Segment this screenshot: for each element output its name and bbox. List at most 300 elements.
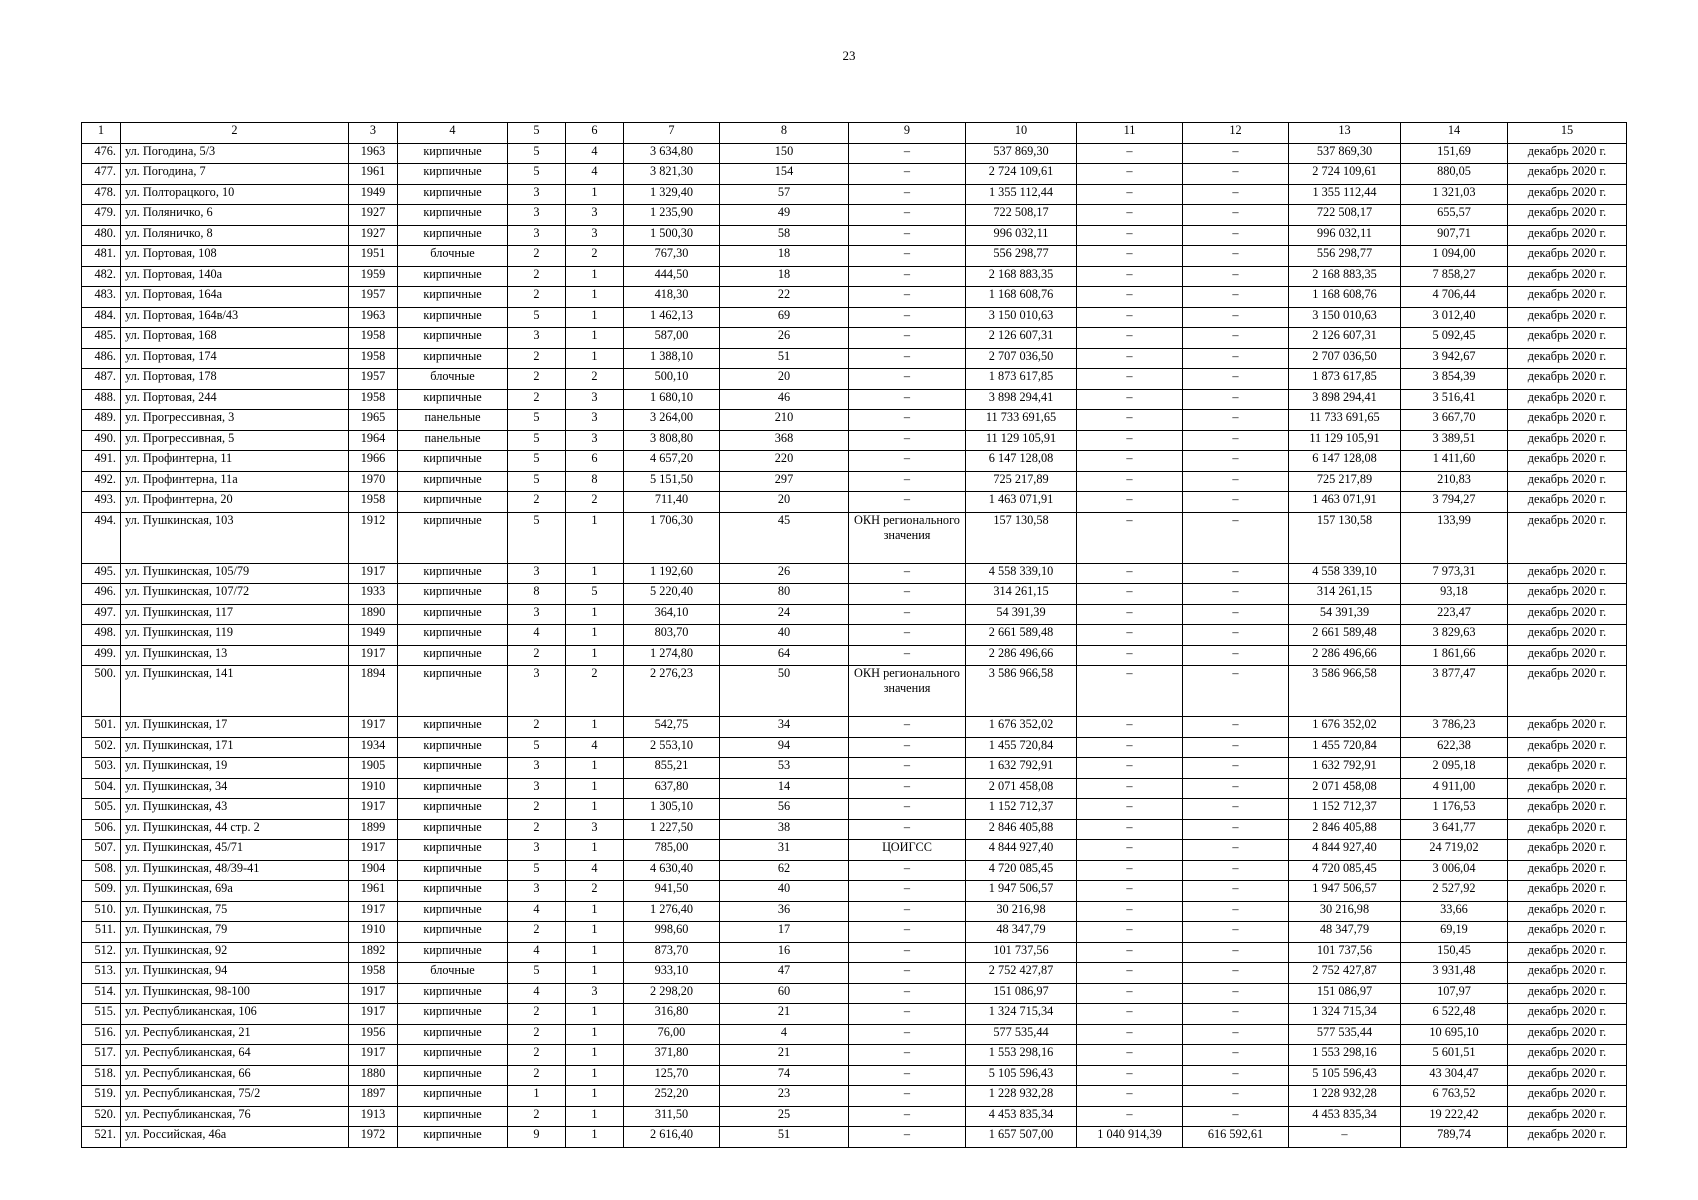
cell-total-area: 767,30 [624,246,720,267]
cell-cost-per-sqm: 655,57 [1401,205,1508,226]
cell-cost-fund: – [1077,143,1183,164]
cell-year-built: 1917 [349,1045,398,1066]
cell-cost-per-sqm: 789,74 [1401,1127,1508,1148]
cell-entrances: 6 [566,451,624,472]
cell-year-built: 1964 [349,430,398,451]
cell-total-area: 1 706,30 [624,512,720,563]
cell-cost-fund: – [1077,389,1183,410]
cell-total-cost: 6 147 128,08 [966,451,1077,472]
cell-cost-owners: 725 217,89 [1289,471,1401,492]
cell-entrances: 1 [566,512,624,563]
cell-address: ул. Портовая, 164а [121,287,349,308]
cell-wall-material: кирпичные [398,328,508,349]
cell-wall-material: кирпичные [398,492,508,513]
cell-cost-per-sqm: 6 763,52 [1401,1086,1508,1107]
cell-row-number: 477. [82,164,121,185]
cell-wall-material: кирпичные [398,471,508,492]
cell-address: ул. Пушкинская, 19 [121,758,349,779]
cell-heritage-status: – [849,819,966,840]
cell-floors: 5 [508,471,566,492]
cell-entrances: 1 [566,717,624,738]
table-row [82,666,1627,717]
cell-planned-date: декабрь 2020 г. [1508,1106,1627,1127]
cell-planned-date: декабрь 2020 г. [1508,246,1627,267]
cell-heritage-status: – [849,348,966,369]
column-header-14: 14 [1401,123,1508,144]
cell-floors: 2 [508,1106,566,1127]
cell-year-built: 1959 [349,266,398,287]
cell-planned-date: декабрь 2020 г. [1508,369,1627,390]
cell-entrances: 1 [566,645,624,666]
cell-cost-region: – [1183,1045,1289,1066]
cell-cost-region: – [1183,645,1289,666]
table-body [82,143,1627,1147]
cell-heritage-status: – [849,1065,966,1086]
cell-address: ул. Пушкинская, 92 [121,942,349,963]
cell-entrances: 1 [566,1004,624,1025]
cell-address: ул. Пушкинская, 171 [121,737,349,758]
cell-cost-per-sqm: 6 522,48 [1401,1004,1508,1025]
cell-row-number: 505. [82,799,121,820]
cell-year-built: 1917 [349,799,398,820]
cell-planned-date: декабрь 2020 г. [1508,512,1627,563]
cell-total-area: 418,30 [624,287,720,308]
cell-year-built: 1958 [349,492,398,513]
cell-residents: 24 [720,604,849,625]
cell-cost-per-sqm: 880,05 [1401,164,1508,185]
cell-cost-region: – [1183,348,1289,369]
cell-year-built: 1910 [349,922,398,943]
cell-cost-fund: – [1077,881,1183,902]
cell-heritage-status: – [849,563,966,584]
cell-cost-per-sqm: 3 854,39 [1401,369,1508,390]
cell-residents: 210 [720,410,849,431]
housing-register-table [81,122,1627,1148]
cell-cost-owners: 4 558 339,10 [1289,563,1401,584]
cell-address: ул. Пушкинская, 45/71 [121,840,349,861]
cell-cost-owners: 30 216,98 [1289,901,1401,922]
cell-cost-owners: 4 453 835,34 [1289,1106,1401,1127]
table-row [82,840,1627,861]
cell-row-number: 499. [82,645,121,666]
cell-total-area: 4 657,20 [624,451,720,472]
cell-entrances: 5 [566,584,624,605]
cell-floors: 5 [508,860,566,881]
cell-cost-owners: 1 947 506,57 [1289,881,1401,902]
cell-wall-material: кирпичные [398,1127,508,1148]
cell-total-area: 998,60 [624,922,720,943]
cell-row-number: 478. [82,184,121,205]
cell-residents: 220 [720,451,849,472]
column-header-1: 1 [82,123,121,144]
cell-floors: 2 [508,246,566,267]
cell-planned-date: декабрь 2020 г. [1508,389,1627,410]
cell-total-area: 873,70 [624,942,720,963]
cell-heritage-status: – [849,246,966,267]
cell-cost-fund: – [1077,901,1183,922]
cell-cost-per-sqm: 3 641,77 [1401,819,1508,840]
cell-planned-date: декабрь 2020 г. [1508,410,1627,431]
cell-year-built: 1927 [349,205,398,226]
cell-residents: 74 [720,1065,849,1086]
cell-cost-per-sqm: 107,97 [1401,983,1508,1004]
cell-residents: 94 [720,737,849,758]
cell-planned-date: декабрь 2020 г. [1508,328,1627,349]
cell-wall-material: кирпичные [398,860,508,881]
cell-heritage-status: – [849,604,966,625]
cell-floors: 2 [508,922,566,943]
cell-total-cost: 1 873 617,85 [966,369,1077,390]
cell-floors: 3 [508,328,566,349]
cell-address: ул. Прогрессивная, 3 [121,410,349,431]
cell-address: ул. Портовая, 244 [121,389,349,410]
cell-planned-date: декабрь 2020 г. [1508,758,1627,779]
cell-floors: 4 [508,942,566,963]
cell-cost-fund: – [1077,666,1183,717]
cell-planned-date: декабрь 2020 г. [1508,563,1627,584]
cell-entrances: 4 [566,737,624,758]
cell-cost-owners: 11 129 105,91 [1289,430,1401,451]
cell-total-area: 5 220,40 [624,584,720,605]
cell-total-cost: 11 129 105,91 [966,430,1077,451]
column-header-12: 12 [1183,123,1289,144]
cell-total-area: 587,00 [624,328,720,349]
cell-residents: 57 [720,184,849,205]
cell-cost-per-sqm: 19 222,42 [1401,1106,1508,1127]
cell-residents: 47 [720,963,849,984]
cell-cost-region: – [1183,717,1289,738]
cell-heritage-status: ОКН регионального значения [849,666,966,717]
cell-total-area: 76,00 [624,1024,720,1045]
cell-total-area: 3 264,00 [624,410,720,431]
cell-row-number: 487. [82,369,121,390]
cell-heritage-status: – [849,881,966,902]
table-row [82,512,1627,563]
cell-year-built: 1958 [349,328,398,349]
cell-cost-owners: 1 324 715,34 [1289,1004,1401,1025]
cell-row-number: 497. [82,604,121,625]
column-header-2: 2 [121,123,349,144]
cell-address: ул. Профинтерна, 20 [121,492,349,513]
cell-floors: 9 [508,1127,566,1148]
table-row [82,143,1627,164]
cell-heritage-status: – [849,451,966,472]
cell-residents: 38 [720,819,849,840]
cell-wall-material: кирпичные [398,778,508,799]
cell-total-cost: 996 032,11 [966,225,1077,246]
cell-cost-per-sqm: 1 411,60 [1401,451,1508,472]
cell-heritage-status: – [849,205,966,226]
cell-floors: 5 [508,164,566,185]
cell-total-cost: 2 707 036,50 [966,348,1077,369]
cell-cost-region: – [1183,1065,1289,1086]
cell-total-area: 3 821,30 [624,164,720,185]
cell-residents: 46 [720,389,849,410]
column-header-13: 13 [1289,123,1401,144]
cell-residents: 297 [720,471,849,492]
cell-cost-per-sqm: 3 012,40 [1401,307,1508,328]
cell-cost-per-sqm: 69,19 [1401,922,1508,943]
cell-total-cost: 4 453 835,34 [966,1106,1077,1127]
cell-floors: 5 [508,451,566,472]
cell-total-cost: 1 657 507,00 [966,1127,1077,1148]
cell-cost-region: – [1183,604,1289,625]
cell-planned-date: декабрь 2020 г. [1508,225,1627,246]
cell-residents: 45 [720,512,849,563]
cell-total-cost: 1 152 712,37 [966,799,1077,820]
cell-cost-fund: – [1077,983,1183,1004]
cell-year-built: 1958 [349,389,398,410]
cell-entrances: 1 [566,266,624,287]
cell-residents: 69 [720,307,849,328]
cell-cost-region: – [1183,1106,1289,1127]
cell-total-cost: 4 844 927,40 [966,840,1077,861]
cell-total-area: 1 462,13 [624,307,720,328]
cell-cost-region: – [1183,584,1289,605]
cell-cost-region: – [1183,164,1289,185]
cell-year-built: 1890 [349,604,398,625]
table-row [82,225,1627,246]
cell-cost-fund: – [1077,1045,1183,1066]
cell-cost-owners: – [1289,1127,1401,1148]
cell-cost-owners: 1 632 792,91 [1289,758,1401,779]
cell-total-cost: 1 947 506,57 [966,881,1077,902]
cell-residents: 4 [720,1024,849,1045]
cell-planned-date: декабрь 2020 г. [1508,1045,1627,1066]
cell-wall-material: кирпичные [398,922,508,943]
cell-total-area: 711,40 [624,492,720,513]
cell-entrances: 1 [566,1045,624,1066]
cell-floors: 3 [508,778,566,799]
cell-cost-region: – [1183,922,1289,943]
cell-cost-owners: 1 676 352,02 [1289,717,1401,738]
column-header-15: 15 [1508,123,1627,144]
cell-residents: 16 [720,942,849,963]
cell-cost-region: – [1183,246,1289,267]
cell-heritage-status: – [849,164,966,185]
cell-address: ул. Прогрессивная, 5 [121,430,349,451]
cell-cost-fund: – [1077,287,1183,308]
cell-row-number: 481. [82,246,121,267]
cell-wall-material: кирпичные [398,164,508,185]
cell-wall-material: панельные [398,410,508,431]
cell-address: ул. Пушкинская, 105/79 [121,563,349,584]
cell-entrances: 1 [566,963,624,984]
cell-planned-date: декабрь 2020 г. [1508,922,1627,943]
cell-address: ул. Полторацкого, 10 [121,184,349,205]
cell-floors: 2 [508,369,566,390]
cell-total-area: 637,80 [624,778,720,799]
cell-year-built: 1958 [349,348,398,369]
cell-year-built: 1917 [349,901,398,922]
table-row [82,430,1627,451]
table-row [82,983,1627,1004]
table-row [82,717,1627,738]
cell-heritage-status: ЦОИГСС [849,840,966,861]
cell-cost-owners: 5 105 596,43 [1289,1065,1401,1086]
cell-total-area: 125,70 [624,1065,720,1086]
cell-cost-owners: 577 535,44 [1289,1024,1401,1045]
cell-planned-date: декабрь 2020 г. [1508,963,1627,984]
cell-floors: 2 [508,717,566,738]
cell-row-number: 503. [82,758,121,779]
cell-cost-fund: – [1077,1024,1183,1045]
cell-floors: 3 [508,205,566,226]
cell-wall-material: кирпичные [398,799,508,820]
cell-floors: 3 [508,225,566,246]
cell-planned-date: декабрь 2020 г. [1508,799,1627,820]
cell-total-cost: 4 720 085,45 [966,860,1077,881]
cell-cost-fund: – [1077,512,1183,563]
cell-floors: 3 [508,604,566,625]
cell-cost-fund: – [1077,225,1183,246]
cell-residents: 51 [720,1127,849,1148]
cell-total-area: 316,80 [624,1004,720,1025]
cell-cost-owners: 722 508,17 [1289,205,1401,226]
cell-total-area: 1 192,60 [624,563,720,584]
cell-wall-material: кирпичные [398,1065,508,1086]
column-header-9: 9 [849,123,966,144]
cell-planned-date: декабрь 2020 г. [1508,1024,1627,1045]
cell-floors: 5 [508,410,566,431]
cell-cost-region: – [1183,512,1289,563]
cell-floors: 4 [508,625,566,646]
cell-total-area: 1 388,10 [624,348,720,369]
cell-row-number: 518. [82,1065,121,1086]
cell-row-number: 488. [82,389,121,410]
cell-row-number: 496. [82,584,121,605]
cell-heritage-status: – [849,389,966,410]
cell-total-area: 1 305,10 [624,799,720,820]
cell-total-area: 941,50 [624,881,720,902]
cell-residents: 368 [720,430,849,451]
cell-planned-date: декабрь 2020 г. [1508,307,1627,328]
cell-wall-material: кирпичные [398,1086,508,1107]
cell-planned-date: декабрь 2020 г. [1508,881,1627,902]
cell-heritage-status: – [849,584,966,605]
cell-total-cost: 2 724 109,61 [966,164,1077,185]
cell-cost-per-sqm: 43 304,47 [1401,1065,1508,1086]
cell-address: ул. Пушкинская, 103 [121,512,349,563]
cell-cost-fund: – [1077,451,1183,472]
cell-wall-material: кирпичные [398,881,508,902]
cell-total-cost: 54 391,39 [966,604,1077,625]
cell-total-area: 444,50 [624,266,720,287]
cell-cost-fund: – [1077,717,1183,738]
cell-total-area: 2 298,20 [624,983,720,1004]
cell-entrances: 1 [566,922,624,943]
cell-residents: 53 [720,758,849,779]
cell-entrances: 2 [566,369,624,390]
table-row [82,307,1627,328]
cell-total-cost: 577 535,44 [966,1024,1077,1045]
cell-floors: 5 [508,143,566,164]
cell-planned-date: декабрь 2020 г. [1508,717,1627,738]
cell-row-number: 516. [82,1024,121,1045]
table-row [82,1086,1627,1107]
cell-heritage-status: – [849,983,966,1004]
cell-cost-fund: – [1077,625,1183,646]
cell-floors: 4 [508,901,566,922]
cell-cost-fund: – [1077,430,1183,451]
cell-row-number: 484. [82,307,121,328]
cell-heritage-status: – [849,1004,966,1025]
cell-total-area: 785,00 [624,840,720,861]
cell-total-cost: 1 553 298,16 [966,1045,1077,1066]
cell-year-built: 1917 [349,840,398,861]
cell-cost-owners: 2 661 589,48 [1289,625,1401,646]
cell-entrances: 1 [566,1127,624,1148]
cell-total-cost: 2 286 496,66 [966,645,1077,666]
cell-cost-per-sqm: 622,38 [1401,737,1508,758]
column-header-6: 6 [566,123,624,144]
cell-row-number: 483. [82,287,121,308]
cell-row-number: 485. [82,328,121,349]
table-row [82,1106,1627,1127]
cell-heritage-status: – [849,778,966,799]
cell-cost-region: – [1183,860,1289,881]
cell-total-cost: 1 228 932,28 [966,1086,1077,1107]
cell-cost-per-sqm: 3 942,67 [1401,348,1508,369]
cell-entrances: 1 [566,778,624,799]
cell-wall-material: кирпичные [398,737,508,758]
cell-heritage-status: – [849,287,966,308]
cell-year-built: 1917 [349,717,398,738]
cell-cost-region: – [1183,1004,1289,1025]
cell-year-built: 1917 [349,983,398,1004]
cell-row-number: 482. [82,266,121,287]
cell-heritage-status: – [849,328,966,349]
cell-residents: 51 [720,348,849,369]
cell-planned-date: декабрь 2020 г. [1508,164,1627,185]
cell-heritage-status: – [849,737,966,758]
cell-cost-fund: – [1077,471,1183,492]
cell-cost-fund: – [1077,819,1183,840]
cell-heritage-status: – [849,1086,966,1107]
cell-cost-fund: – [1077,860,1183,881]
cell-total-area: 803,70 [624,625,720,646]
cell-total-area: 371,80 [624,1045,720,1066]
cell-residents: 23 [720,1086,849,1107]
cell-heritage-status: – [849,307,966,328]
cell-planned-date: декабрь 2020 г. [1508,471,1627,492]
cell-year-built: 1965 [349,410,398,431]
cell-planned-date: декабрь 2020 г. [1508,1065,1627,1086]
cell-year-built: 1949 [349,184,398,205]
cell-floors: 8 [508,584,566,605]
cell-wall-material: кирпичные [398,717,508,738]
cell-year-built: 1957 [349,369,398,390]
cell-wall-material: блочные [398,246,508,267]
cell-cost-owners: 3 898 294,41 [1289,389,1401,410]
cell-cost-fund: – [1077,604,1183,625]
cell-planned-date: декабрь 2020 г. [1508,819,1627,840]
table-row [82,348,1627,369]
cell-total-area: 933,10 [624,963,720,984]
cell-planned-date: декабрь 2020 г. [1508,625,1627,646]
cell-total-cost: 151 086,97 [966,983,1077,1004]
cell-residents: 21 [720,1004,849,1025]
cell-address: ул. Пушкинская, 98-100 [121,983,349,1004]
cell-wall-material: кирпичные [398,1045,508,1066]
cell-total-cost: 556 298,77 [966,246,1077,267]
cell-entrances: 1 [566,287,624,308]
cell-row-number: 513. [82,963,121,984]
cell-row-number: 493. [82,492,121,513]
cell-cost-owners: 1 873 617,85 [1289,369,1401,390]
cell-cost-owners: 4 720 085,45 [1289,860,1401,881]
cell-floors: 2 [508,645,566,666]
